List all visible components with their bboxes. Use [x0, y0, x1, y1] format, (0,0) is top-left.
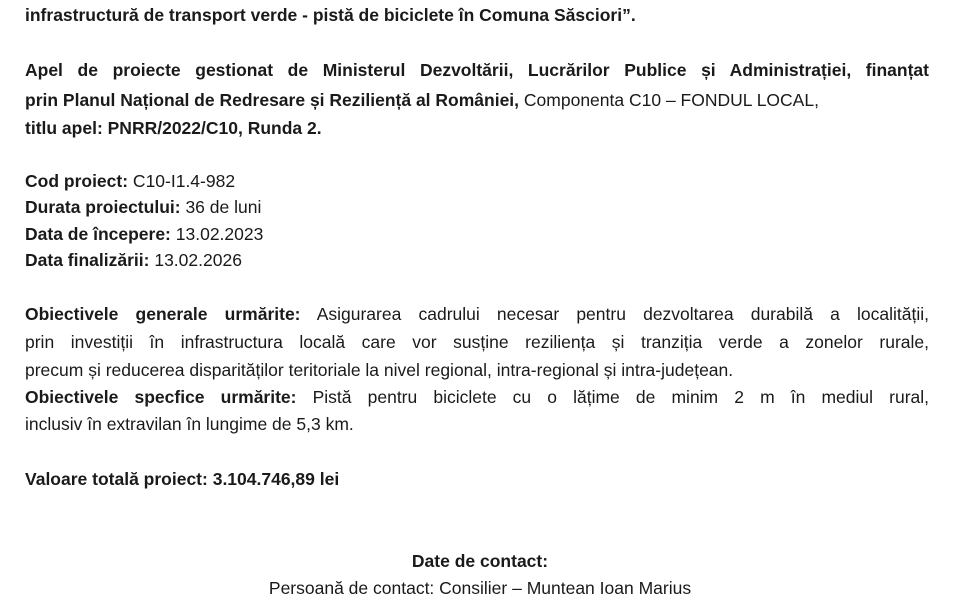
- call-description-line-2: [25, 87, 819, 113]
- contact-person: Persoană de contact: Consilier – Muntean Ioan Marius: [268, 578, 692, 598]
- total-value-amount: 3.104.746,89 lei: [207, 469, 340, 489]
- project-code-label: Cod proiect:: [25, 171, 129, 191]
- general-objectives-line-3: precum și reducerea disparităților teritoriale la nivel regional, intra-regional și intra-județean.: [25, 360, 734, 380]
- call-title-line: titlu apel: PNRR/2022/C10, Runda 2.: [25, 118, 322, 138]
- project-duration-row: [25, 194, 261, 220]
- project-duration-value: 36 de luni: [180, 197, 262, 217]
- project-title-line: infrastructură de transport verde - pistă de biciclete în Comuna Săsciori”.: [25, 5, 636, 25]
- specific-objectives-line-1: [25, 384, 929, 410]
- end-date-value: 13.02.2026: [149, 250, 242, 270]
- specific-objectives-text-1: Pistă pentru biciclete cu o lățime de minim 2 m în mediul rural,: [296, 387, 930, 407]
- start-date-value: 13.02.2023: [170, 224, 264, 244]
- general-objectives-line-1: [25, 301, 929, 327]
- call-component: Componenta C10 – FONDUL LOCAL,: [519, 90, 819, 110]
- call-program-name: prin Planul Național de Redresare și Reziliență al României,: [25, 90, 520, 110]
- contact-heading: Date de contact:: [411, 551, 549, 571]
- project-duration-label: Durata proiectului:: [25, 197, 181, 217]
- call-description-line-1: Apel de proiecte gestionat de Ministerul Dezvoltării, Lucrărilor Publice și Administrației, finanțat: [25, 60, 929, 80]
- general-objectives-label: Obiectivele generale urmărite:: [25, 304, 301, 324]
- project-code-row: [25, 168, 235, 194]
- project-code-value: C10-I1.4-982: [128, 171, 236, 191]
- total-value-row: [25, 466, 339, 492]
- start-date-row: [25, 221, 263, 247]
- total-value-label: Valoare totală proiect:: [25, 469, 208, 489]
- specific-objectives-line-2: inclusiv în extravilan în lungime de 5,3 km.: [25, 414, 354, 434]
- end-date-row: [25, 247, 242, 273]
- general-objectives-text-1: Asigurarea cadrului necesar pentru dezvoltarea durabilă a localității,: [300, 304, 929, 324]
- end-date-label: Data finalizării:: [25, 250, 150, 270]
- general-objectives-line-2: prin investiții în infrastructura locală care vor susține reziliența și tranziția verde a zonelor rurale,: [25, 332, 929, 352]
- start-date-label: Data de începere:: [25, 224, 171, 244]
- specific-objectives-label: Obiectivele specfice urmărite:: [25, 387, 297, 407]
